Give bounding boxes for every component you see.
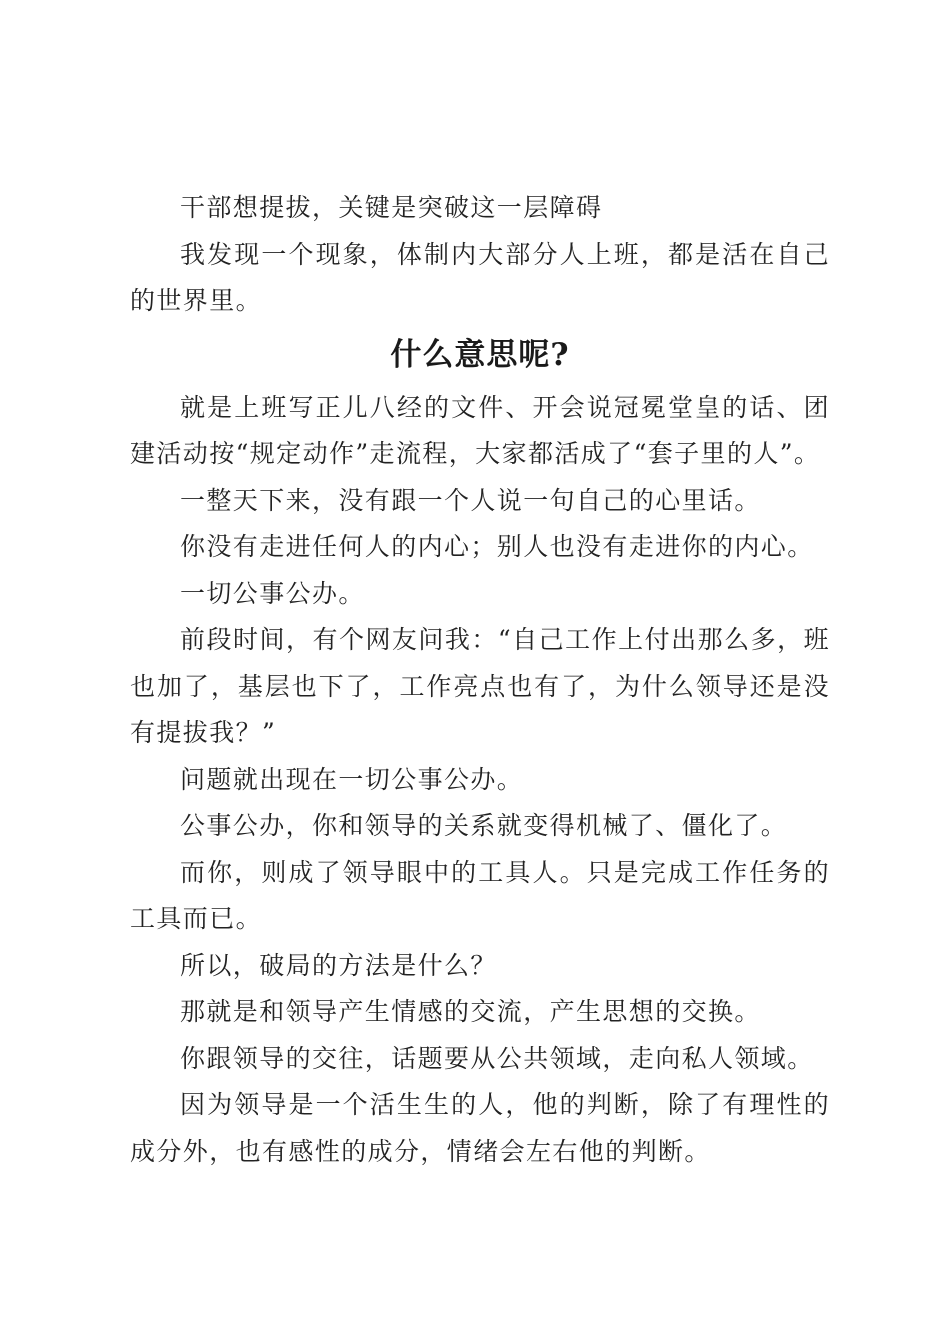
paragraph: 公事公办，你和领导的关系就变得机械了、僵化了。 (180, 811, 788, 840)
paragraph-title-line: 干部想提拔，关键是突破这一层障碍 (180, 193, 603, 222)
paragraph: 问题就出现在一切公事公办。 (180, 764, 524, 794)
paragraph: 一整天下来，没有跟一个人说一句自己的心里话。 (180, 485, 761, 515)
paragraph: 我发现一个现象，体制内大部分人上班，都是活在自己的世界里。 (130, 239, 830, 315)
section-heading: 什么意思呢? (390, 336, 570, 373)
paragraph: 所以，破局的方法是什么？ (180, 950, 497, 980)
paragraph: 一切公事公办。 (180, 578, 365, 608)
paragraph: 你跟领导的交往，话题要从公共领域，走向私人领域。 (180, 1043, 814, 1073)
paragraph: 而你，则成了领导眼中的工具人。只是完成工作任务的工具而已。 (130, 857, 830, 933)
paragraph: 你没有走进任何人的内心；别人也没有走进你的内心。 (180, 532, 814, 561)
paragraph: 因为领导是一个活生生的人，他的判断，除了有理性的成分外，也有感性的成分，情绪会左右他的判断。 (130, 1090, 830, 1166)
paragraph: 前段时间，有个网友问我：“自己工作上付出那么多，班也加了，基层也下了，工作亮点也有了，为什么领导还是没有提拔我？” (130, 625, 830, 747)
document-body (130, 185, 830, 1175)
paragraph: 那就是和领导产生情感的交流，产生思想的交换。 (180, 997, 761, 1026)
paragraph: 就是上班写正儿八经的文件、开会说冠冕堂皇的话、团建活动按“规定动作”走流程，大家都活成了“套子里的人”。 (130, 392, 830, 468)
